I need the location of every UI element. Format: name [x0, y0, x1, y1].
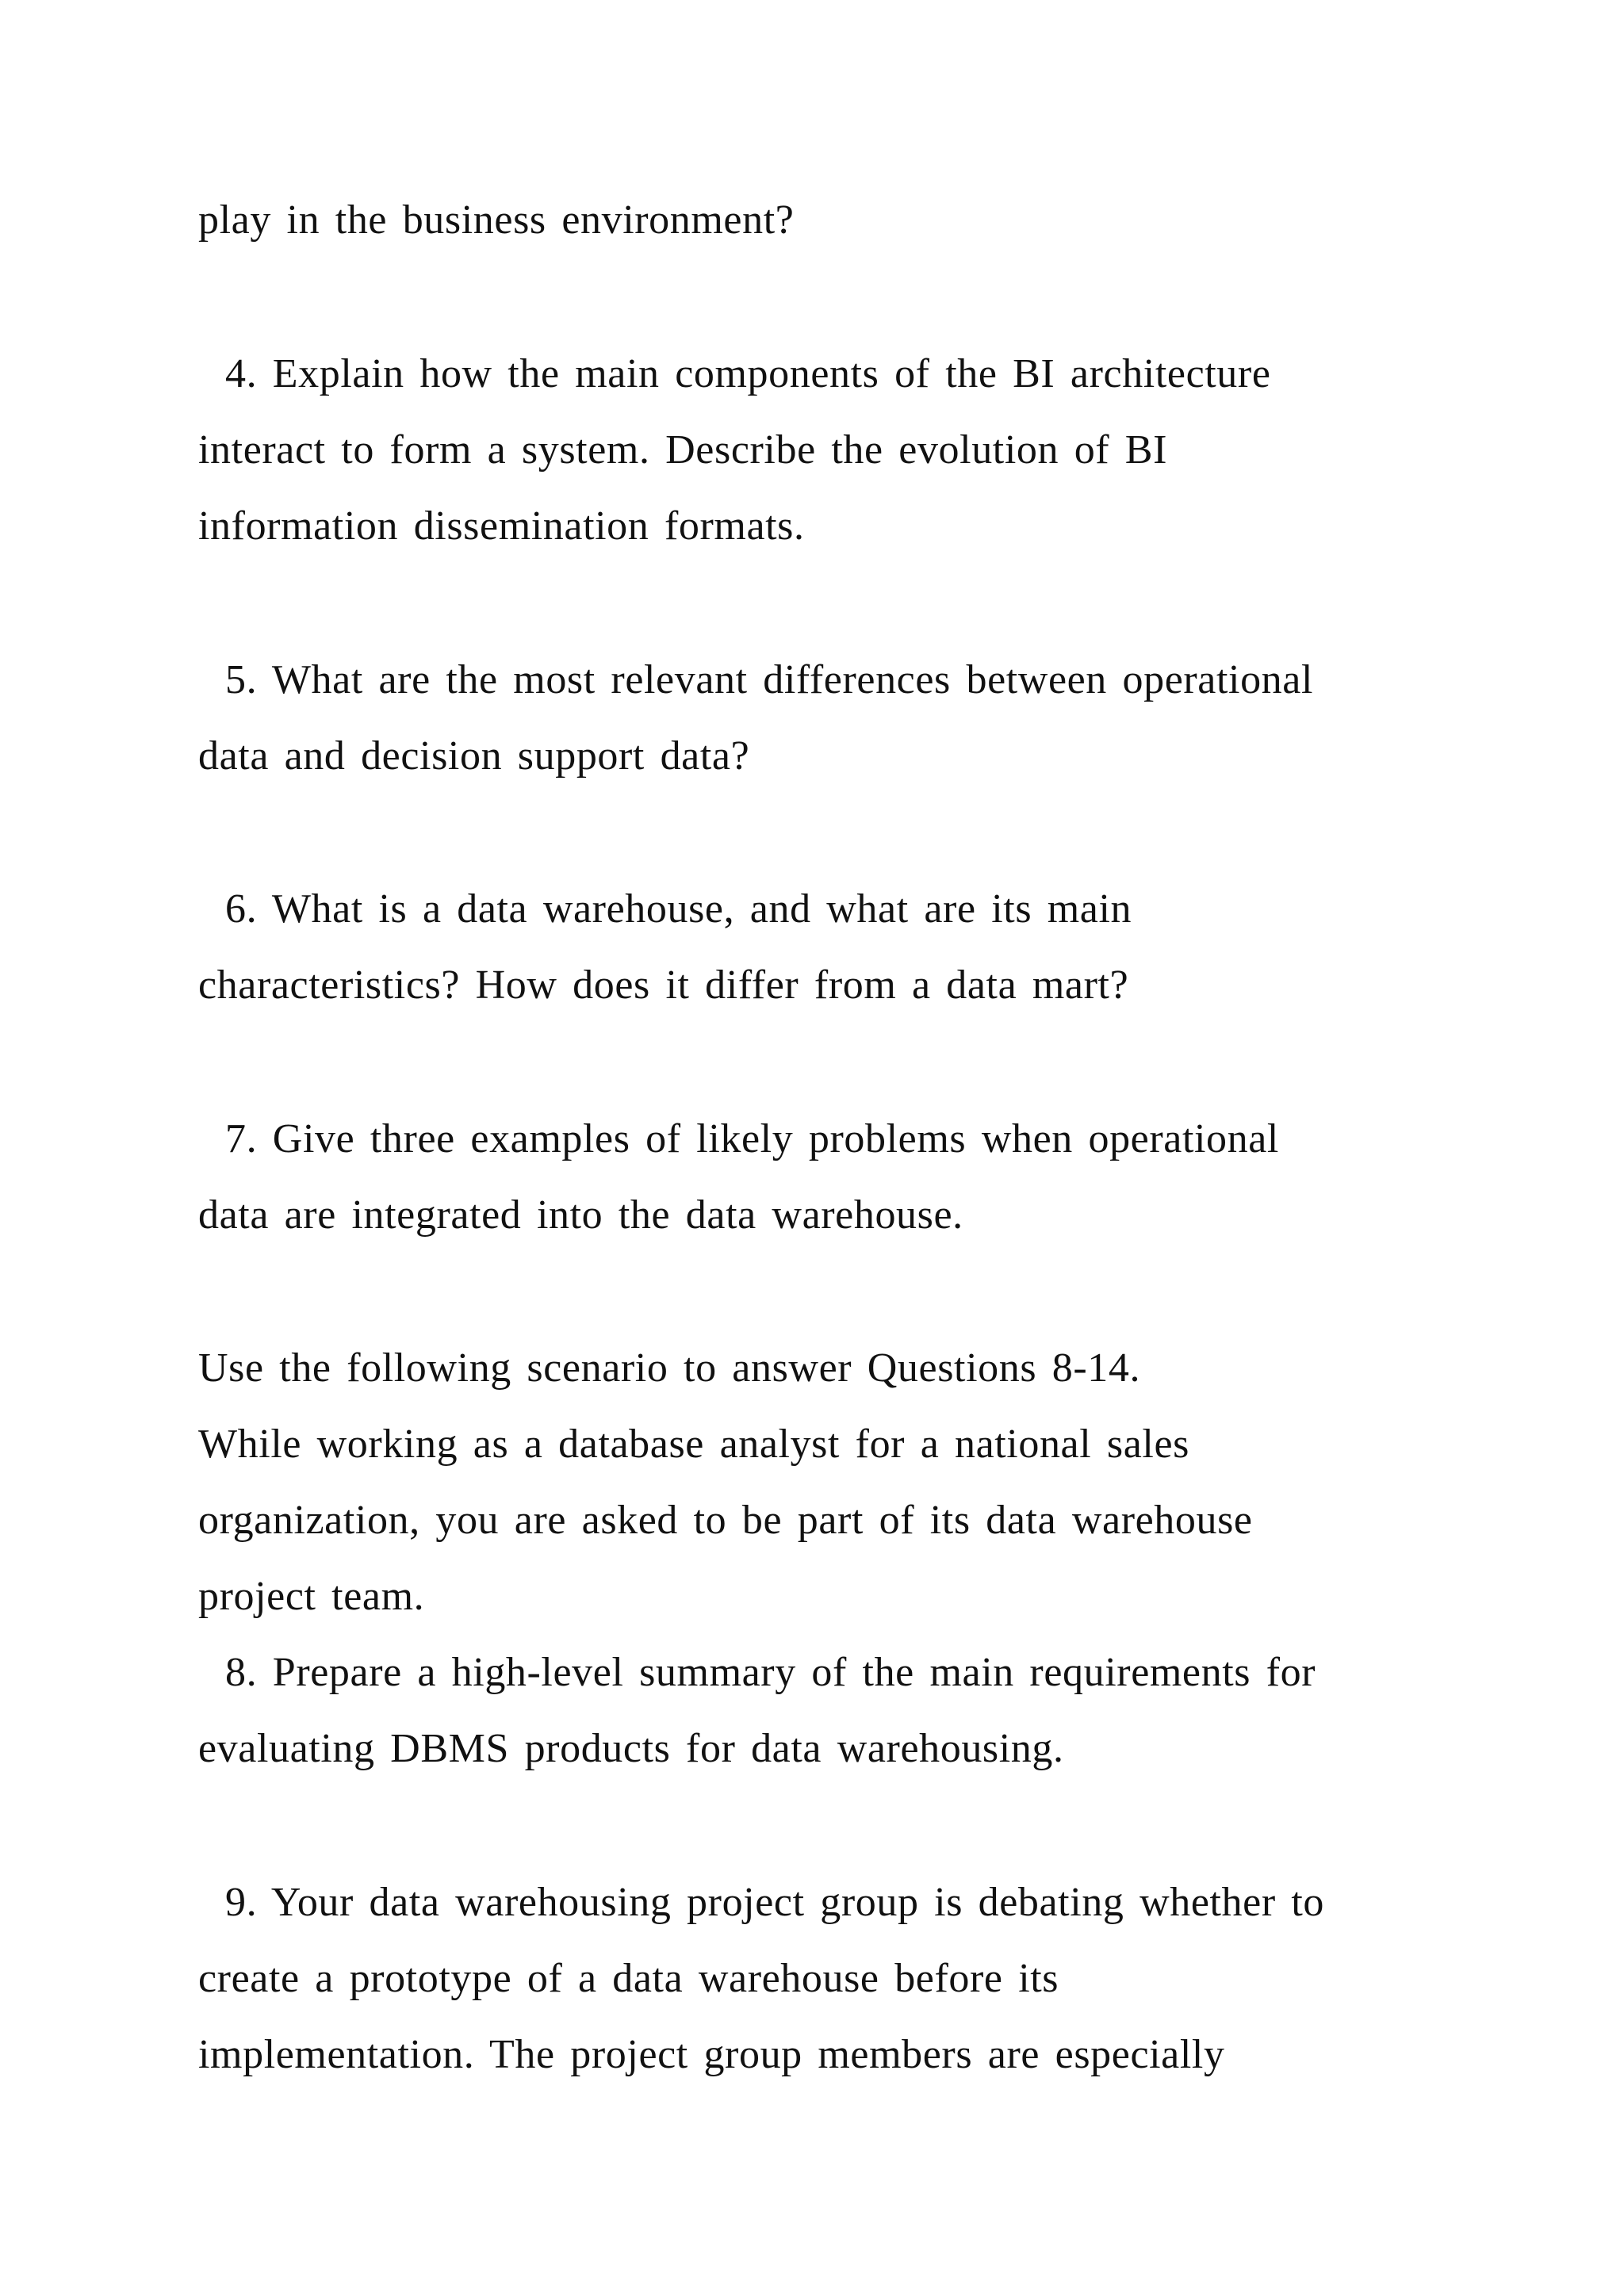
- scenario-text-line: project team.: [198, 1574, 425, 1619]
- scenario-text-line: While working as a database analyst for a national sales: [198, 1422, 1189, 1467]
- question-4-line: 4. Explain how the main components of the BI architecture: [225, 351, 1271, 396]
- text-line: characteristics? How does it differ from a data mart?: [198, 962, 1129, 1008]
- text-line: information dissemination formats.: [198, 503, 805, 549]
- question-5-line: 5. What are the most relevant differences between operational: [225, 657, 1314, 702]
- scenario-text-line: organization, you are asked to be part of its data warehouse: [198, 1498, 1253, 1543]
- question-6-line: 6. What is a data warehouse, and what are its main: [225, 886, 1132, 932]
- text-line: play in the business environment?: [198, 197, 795, 243]
- text-line: evaluating DBMS products for data warehousing.: [198, 1726, 1064, 1771]
- question-7-line: 7. Give three examples of likely problems when operational: [225, 1116, 1279, 1161]
- text-line: interact to form a system. Describe the evolution of BI: [198, 427, 1168, 473]
- text-line: create a prototype of a data warehouse before its: [198, 1956, 1059, 2001]
- question-8-line: 8. Prepare a high-level summary of the main requirements for: [225, 1650, 1316, 1695]
- text-line: implementation. The project group members are especially: [198, 2032, 1225, 2077]
- scenario-intro-line: Use the following scenario to answer Questions 8-14.: [198, 1345, 1141, 1391]
- text-line: data and decision support data?: [198, 733, 750, 779]
- question-9-line: 9. Your data warehousing project group is debating whether to: [225, 1880, 1325, 1925]
- text-line: data are integrated into the data warehouse.: [198, 1192, 963, 1238]
